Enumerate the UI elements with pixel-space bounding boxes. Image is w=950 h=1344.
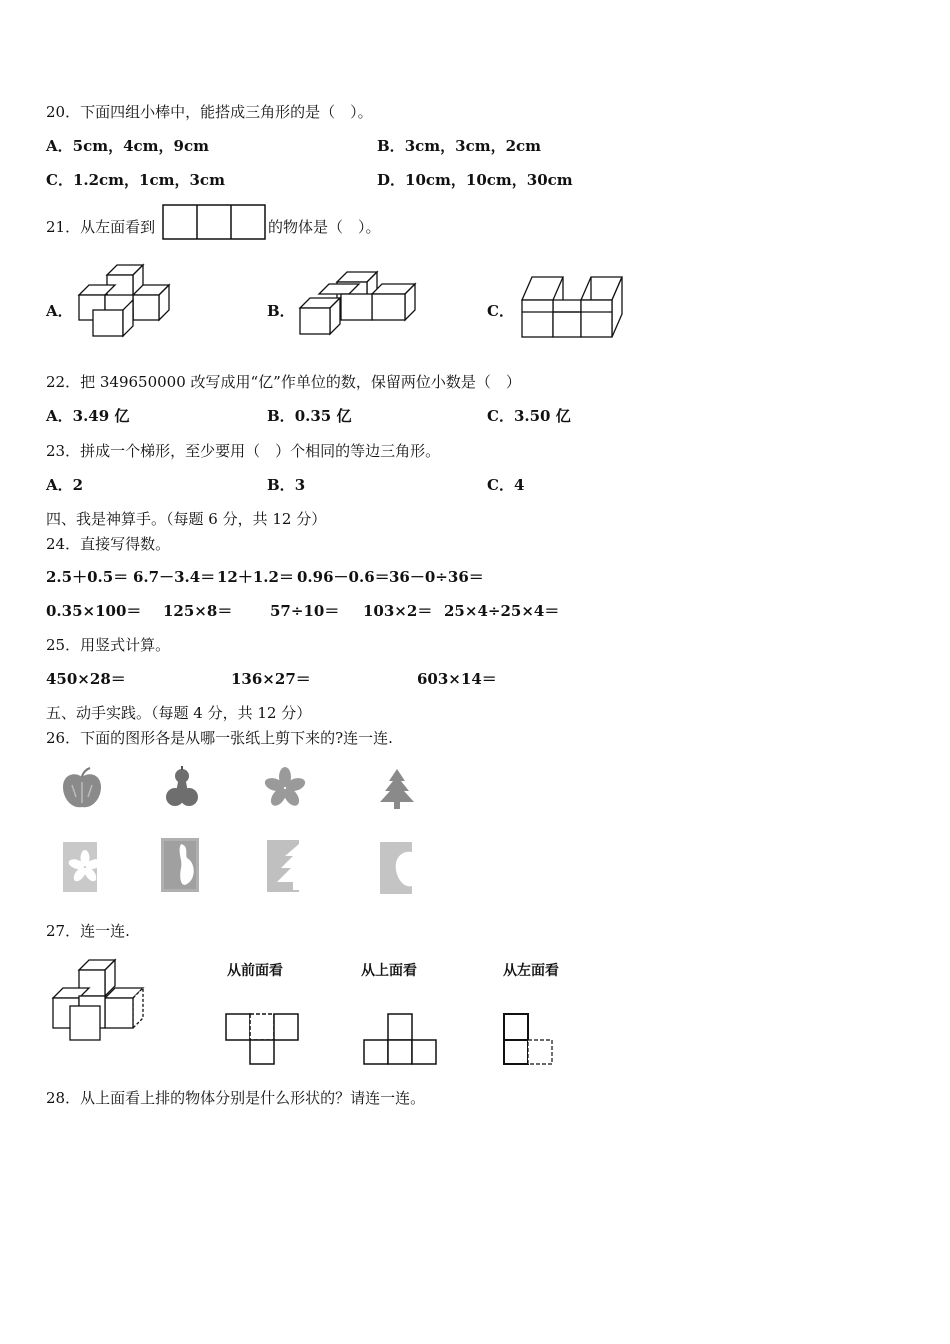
q27-stem: 27．连一连. (46, 922, 130, 940)
q23-option-a: A．2 (46, 476, 84, 494)
q24-row2-item: 0.35×100＝ (46, 602, 142, 620)
q22-option-b: B．0.35 亿 (267, 407, 352, 425)
q20-option-c: C．1.2cm，1cm，3cm (46, 171, 225, 189)
q24-row1-item: 6.7－3.4＝ (133, 568, 216, 586)
q21-left-view-figure (162, 204, 266, 240)
q26-stem: 26．下面的图形各是从哪一张纸上剪下来的?连一连. (46, 729, 393, 747)
q24-row2-item: 103×2＝ (363, 602, 433, 620)
q24-row2-item: 57÷10＝ (270, 602, 340, 620)
paper-tree-cut-icon (267, 840, 301, 892)
q24-row2-item: 25×4÷25×4＝ (444, 602, 560, 620)
q27-view-top-label: 从上面看 (361, 963, 417, 979)
q23-option-c: C．4 (487, 476, 525, 494)
q24-row1-item: 2.5＋0.5＝ (46, 568, 129, 586)
gourd-icon (164, 766, 200, 812)
section-4-heading: 四、我是神算手。（每题 6 分，共 12 分） (46, 510, 327, 528)
q24-row2-item: 125×8＝ (163, 602, 233, 620)
q23-stem: 23．拼成一个梯形，至少要用（ ）个相同的等边三角形。 (46, 442, 441, 460)
q25-item: 603×14＝ (417, 670, 497, 688)
paper-apple-cut-icon (380, 842, 414, 894)
q24-row1-item: 36－0÷36＝ (389, 568, 484, 586)
q24-row1-item: 12＋1.2＝ (217, 568, 294, 586)
q27-view-front-label: 从前面看 (227, 963, 283, 979)
q24-stem: 24．直接写得数。 (46, 535, 171, 553)
q27-front-view-figure (224, 1012, 302, 1066)
q20-option-d: D．10cm，10cm，30cm (377, 171, 573, 189)
q21-option-b-cubes (297, 268, 419, 336)
q25-item: 136×27＝ (231, 670, 311, 688)
q22-option-c: C．3.50 亿 (487, 407, 571, 425)
q27-top-view-figure (362, 1012, 440, 1066)
section-5-heading: 五、动手实践。（每题 4 分，共 12 分） (46, 704, 312, 722)
q21-option-a-label: A． (46, 302, 73, 320)
q21-option-c-cubes (519, 274, 631, 340)
q27-view-left-label: 从左面看 (503, 963, 559, 979)
tree-icon (377, 768, 417, 810)
paper-flower-cut-icon (63, 842, 99, 892)
q20-stem: 20．下面四组小棒中，能搭成三角形的是（ ）。 (46, 103, 373, 121)
q24-row1-item: 0.96－0.6＝ (297, 568, 390, 586)
q28-stem: 28．从上面看上排的物体分别是什么形状的？请连一连。 (46, 1089, 426, 1107)
q21-stem-before: 21．从左面看到 (46, 218, 156, 236)
q21-option-b-label: B． (267, 302, 295, 320)
q20-option-b: B．3cm，3cm，2cm (377, 137, 542, 155)
q21-option-a-cubes (76, 262, 176, 338)
q21-stem-after: 的物体是（ ）。 (268, 218, 381, 236)
q20-option-a: A．5cm，4cm，9cm (46, 137, 209, 155)
q23-option-b: B．3 (267, 476, 306, 494)
flower-icon (263, 767, 307, 809)
q21-option-c-label: C． (487, 302, 514, 320)
q27-left-view-figure (502, 1012, 556, 1066)
q25-stem: 25．用竖式计算。 (46, 636, 171, 654)
q22-option-a: A．3.49 亿 (46, 407, 130, 425)
paper-gourd-cut-icon (161, 838, 201, 892)
q25-item: 450×28＝ (46, 670, 126, 688)
apple-icon (60, 767, 104, 811)
q27-cube-figure (48, 958, 152, 1042)
q22-stem: 22．把 349650000 改写成用“亿”作单位的数，保留两位小数是（ ） (46, 373, 521, 391)
